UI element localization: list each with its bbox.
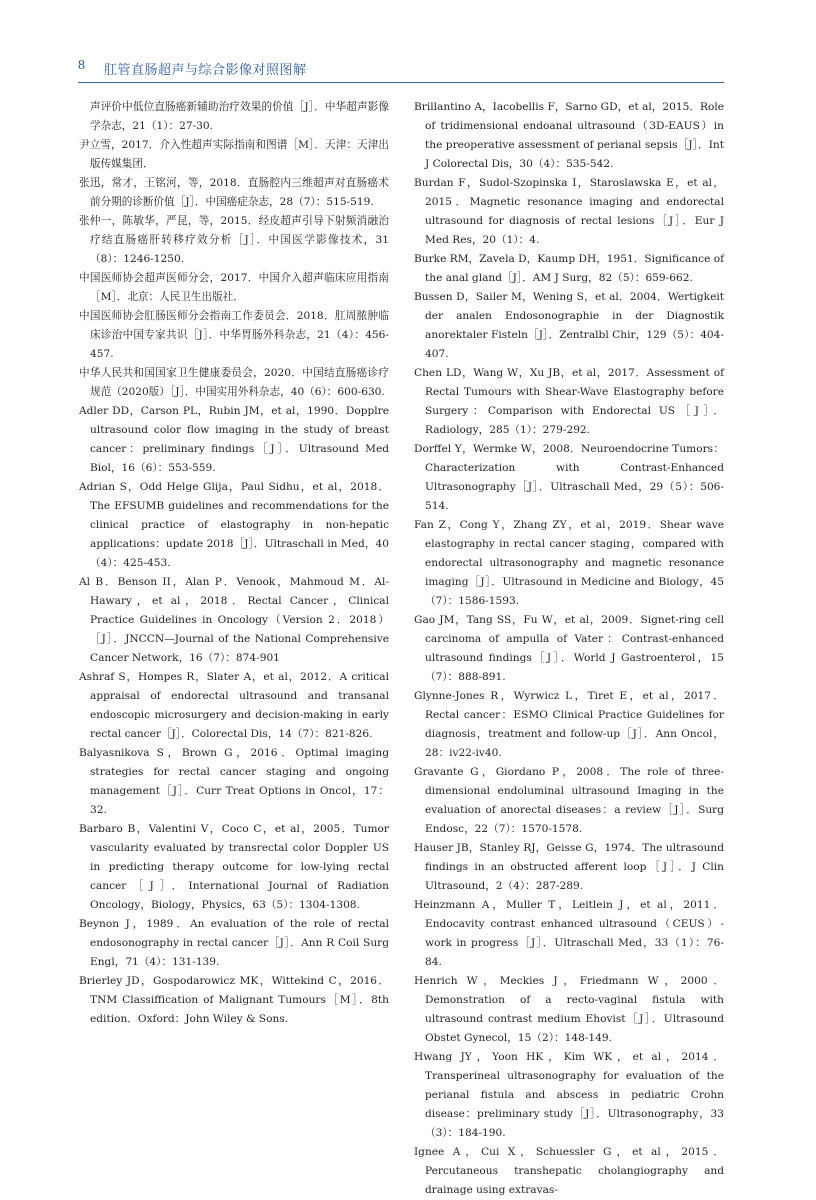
reference-entry: 声评价中低位直肠癌新辅助治疗效果的价值［J］．中华超声影像学杂志，21（1）：27-30. bbox=[90, 101, 389, 132]
reference-entry: Brillantino A，Iacobellis F，Sarno GD，et al，2015．Role of tridimensional endoanal ultrasound（3D-EAUS）in the preoperative assessment of perianal sepsis［J］．Int J Colorectal Dis，30（4）：535-542. bbox=[414, 101, 724, 170]
page-number: 8 bbox=[78, 58, 85, 73]
reference-entry: Gravante G，Giordano P，2008．The role of three-dimensional endoluminal ultrasound Imaging in the evaluation of anorectal diseases：a review［J］．Surg Endosc，22（7）：1570-1578. bbox=[414, 766, 724, 835]
reference-entry: Hauser JB，Stanley RJ，Geisse G，1974．The ultrasound findings in an obstructed afferent loop［J］．J Clin Ultrasound，2（4）：287-289. bbox=[414, 842, 724, 892]
reference-entry: Adler DD，Carson PL，Rubin JM，et al，1990．Dopplre ultrasound color flow imaging in the study of breast cancer：preliminary findings［J］．Ultrasound Med Biol，16（6）：553-559. bbox=[79, 405, 389, 474]
reference-entry: Fan Z，Cong Y，Zhang ZY，et al，2019．Shear wave elastography in rectal cancer staging，compared with endorectal ultrasonography and magnetic resonance imaging［J］．Ultrasound in Medicine and Biology，45（7）：1586-1593. bbox=[414, 519, 724, 607]
references-left-column bbox=[79, 98, 389, 1029]
reference-entry: Burdan F，Sudol-Szopinska I，Staroslawska E，et al，2015．Magnetic resonance imaging and endorectal ultrasound for diagnosis of rectal lesions［J］．Eur J Med Res，20（1）：4. bbox=[414, 177, 724, 246]
reference-entry: Gao JM，Tang SS，Fu W，et al，2009．Signet-ring cell carcinoma of ampulla of Vater：Contrast-enhanced ultrasound findings［J］．World J Gastroenterol，15（7）：888-891. bbox=[414, 614, 724, 683]
reference-entry: Balyasnikova S，Brown G，2016．Optimal imaging strategies for rectal cancer staging and ongoing management［J］．Curr Treat Options in Oncol，17：32. bbox=[79, 747, 389, 816]
reference-entry: 中国医师协会超声医师分会，2017．中国介入超声临床应用指南［M］．北京：人民卫生出版社． bbox=[79, 272, 389, 303]
reference-entry: Barbaro B，Valentini V，Coco C，et al，2005．Tumor vascularity evaluated by transrectal color Doppler US in predicting therapy outcome for low-lying rectal cancer［J］．International Journal of Radiation Oncology，Biology，Physics，63（5）：1304-1308. bbox=[79, 823, 389, 911]
reference-entry: Adrian S，Odd Helge Glija，Paul Sidhu，et al，2018．The EFSUMB guidelines and recommendations for the clinical practice of elastography in non-hepatic applications：update 2018［J］．Ultraschall in Med，40（4）：425-453. bbox=[79, 481, 389, 569]
reference-entry: Burke RM，Zavela D，Kaump DH，1951．Significance of the anal gland［J］．AM J Surg，82（5）：659-662. bbox=[414, 253, 725, 284]
page-header bbox=[78, 58, 724, 84]
reference-entry: Dorffel Y，Wermke W，2008．Neuroendocrine Tumors：Characterization with Contrast-Enhanced Ultrasonography［J］．Ultraschall Med，29（5）：506-514. bbox=[414, 443, 724, 512]
reference-entry: Bussen D，Sailer M，Wening S，et al．2004．Wertigkeit der analen Endosonographie in der Diagnostik anorektaler Fisteln［J］．Zentralbl Chir，129（5）：404-407. bbox=[414, 291, 724, 360]
reference-entry: 尹立雪，2017．介入性超声实际指南和图谱［M］．天津：天津出版传媒集团． bbox=[79, 139, 389, 170]
reference-entry: 张仲一，陈敏华，严昆，等，2015．经皮超声引导下射频消融治疗结直肠癌肝转移疗效分析［J］．中国医学影像技术，31（8）：1246-1250. bbox=[79, 215, 389, 265]
references-right-column bbox=[414, 98, 724, 1200]
reference-entry: Beynon J，1989．An evaluation of the role of rectal endosonography in rectal cancer［J］．Ann R Coil Surg Engl，71（4）：131-139. bbox=[79, 918, 389, 968]
reference-entry: Brierley JD，Gospodarowicz MK，Wittekind C，2016．TNM Classiffication of Malignant Tumours［M］．8th edition．Oxford：John Wiley & Sons. bbox=[79, 975, 389, 1025]
reference-entry: Al B．Benson II，Alan P．Venook，Mahmoud M．Al-Hawary，et al，2018．Rectal Cancer，Clinical Practice Guidelines in Oncology（Version 2．2018）［J］．JNCCN—Journal of the National Comprehensive Cancer Network，16（7）：874-901 bbox=[79, 576, 389, 664]
reference-entry: Glynne-Jones R，Wyrwicz L，Tiret E，et al，2017．Rectal cancer：ESMO Clinical Practice Guidelines for diagnosis，treatment and follow-up［J］．Ann Oncol，28：iv22-iv40. bbox=[414, 690, 724, 759]
reference-entry: Heinzmann A，Muller T，Leitlein J，et al，2011．Endocavity contrast enhanced ultrasound（CEUS）-work in progress［J］．Ultraschall Med，33（1）：76-84. bbox=[414, 899, 724, 968]
reference-entry: 中国医师协会肛肠医师分会指南工作委员会．2018．肛周脓肿临床诊治中国专家共识［J］．中华胃肠外科杂志，21（4）：456-457. bbox=[79, 310, 389, 360]
reference-entry: Ignee A，Cui X，Schuessler G，et al，2015．Percutaneous transhepatic cholangiography and drainage using extravas- bbox=[414, 1146, 724, 1196]
reference-entry: Henrich W，Meckies J，Friedmann W，2000．Demonstration of a recto-vaginal fistula with ultrasound contrast medium Ehovist［J］．Ultrasound Obstet Gynecol，15（2）：148-149. bbox=[414, 975, 724, 1044]
header-rule bbox=[78, 82, 724, 83]
running-title: 肛管直肠超声与综合影像对照图解 bbox=[104, 63, 307, 78]
reference-entry: Hwang JY，Yoon HK，Kim WK，et al，2014．Transperineal ultrasonography for evaluation of the perianal fistula and abscess in pediatric Crohn disease：preliminary study［J］．Ultrasonography，33（3）：184-190. bbox=[414, 1051, 724, 1139]
reference-entry: Ashraf S，Hompes R，Slater A，et al，2012．A critical appraisal of endorectal ultrasound and transanal endoscopic microsurgery and decision-making in early rectal cancer［J］．Colorectal Dis，14（7）：821-826. bbox=[79, 671, 389, 740]
reference-entry: Chen LD，Wang W，Xu JB，et al，2017．Assessment of Rectal Tumours with Shear-Wave Elastography before Surgery：Comparison with Endorectal US［J］．Radiology，285（1）：279-292. bbox=[414, 367, 724, 436]
reference-entry: 张迅，常才，王铭河，等，2018．直肠腔内三维超声对直肠癌术前分期的诊断价值［J］．中国癌症杂志，28（7）：515-519. bbox=[79, 177, 389, 208]
reference-entry: 中华人民共和国国家卫生健康委员会，2020．中国结直肠癌诊疗规范（2020版）［J］．中国实用外科杂志，40（6）：600-630. bbox=[79, 367, 389, 398]
